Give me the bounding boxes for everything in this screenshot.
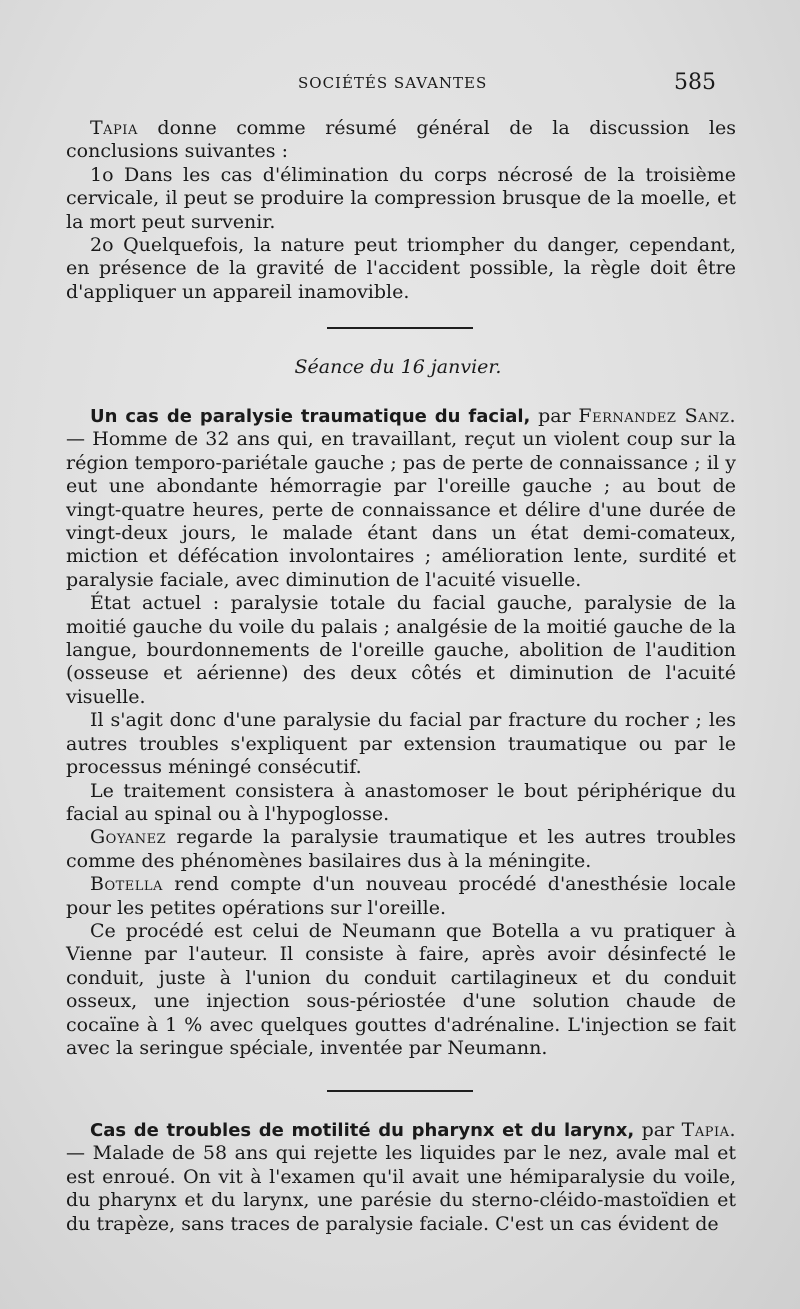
session-title-text: Séance du 16 janvier. — [294, 356, 502, 378]
author-name: Goyanez — [90, 826, 167, 849]
paragraph — [66, 1119, 736, 1236]
section-tapia-conclusions — [66, 117, 736, 304]
running-title: SOCIÉTÉS SAVANTES — [298, 74, 488, 92]
author-name: Fernandez Sanz. — [578, 405, 737, 427]
paragraph: 2o Quelquefois, la nature peut triompher du danger, cependant, en présence de la gravité de l'accident possible, la règle doit être d'appliquer un appareil inamovible. — [66, 234, 736, 303]
article-heading: Un cas de paralysie traumatique du facial, — [90, 406, 531, 427]
paragraph: 1o Dans les cas d'élimination du corps nécrosé de la troisième cervicale, il peut se produire la compression brusque de la moelle, et la mort peut survenir. — [66, 163, 736, 233]
by-text: par — [634, 1119, 682, 1141]
paragraph: Il s'agit donc d'une paralysie du facial par fracture du rocher ; les autres troubles s'expliquent par extension traumatique ou par le processus méningé consécutif. — [66, 709, 736, 779]
article-heading: Cas de troubles de motilité du pharynx et du larynx, — [90, 1120, 635, 1141]
section-divider — [327, 1090, 473, 1092]
by-text: par — [530, 405, 579, 427]
page-header — [0, 70, 800, 100]
paragraph: État actuel : paralysie totale du facial gauche, paralysie de la moitié gauche du voile du palais ; analgésie de la moitié gauche de la langue, bourdonnements de l'oreille gauche, abolition de l'audition (osseuse et aérienne) des deux côtés et diminution de l'acuité visuelle. — [66, 592, 736, 708]
paragraph — [66, 826, 736, 873]
paragraph-text: regarde la paralysie traumatique et les autres troubles comme des phénomènes basilaires dus à la méningite. — [66, 826, 736, 872]
author-name: Tapia — [90, 117, 138, 139]
paragraph — [66, 405, 736, 592]
paragraph-text: donne comme résumé général de la discussion les conclusions suivantes : — [66, 117, 736, 163]
paragraph: Le traitement consistera à anastomoser le bout périphérique du facial au spinal ou à l'hypoglosse. — [66, 779, 736, 825]
paragraph-text: — Malade de 58 ans qui rejette les liquides par le nez, avale mal et est enroué. On vit à l'examen qu'il avait une hémiparalysie du voile, du pharynx et du larynx, une parésie du sterno-cléido-mastoïdien et du trapèze, sans traces de paralysie faciale. C'est un cas évident de — [66, 1142, 736, 1235]
section-divider — [327, 327, 473, 329]
author-name: Botella — [90, 873, 163, 896]
paragraph-text: — Homme de 32 ans qui, en travaillant, reçut un violent coup sur la région temporo-pariétale gauche ; pas de perte de connaissance ; il y eut une abondante hémorragie par l'oreille gauche ; au bout de vingt-quatre heures, perte de connaissance et délire d'une durée de vingt-deux jours, le malade étant dans un état demi-comateux, miction et défécation involontaires ; amélioration lente, surdité et paralysie faciale, avec diminution de l'acuité visuelle. — [66, 428, 736, 591]
paragraph-text: rend compte d'un nouveau procédé d'anesthésie locale pour les petites opérations sur l'oreille. — [66, 873, 736, 919]
session-title — [0, 356, 800, 378]
section-paralysie-facial — [66, 405, 736, 1060]
paragraph — [66, 873, 736, 920]
paragraph: Ce procédé est celui de Neumann que Botella a vu pratiquer à Vienne par l'auteur. Il consiste à faire, après avoir désinfecté le conduit, juste à l'union du conduit cartilagineux et du conduit osseux, une injection sous-périostée d'une solution chaude de cocaïne à 1 % avec quelques gouttes d'adrénaline. L'injection se fait avec la seringue spéciale, inventée par Neumann. — [66, 919, 736, 1059]
page-number: 585 — [674, 70, 716, 95]
author-name: Tapia. — [681, 1119, 737, 1141]
paragraph — [66, 117, 736, 164]
section-troubles-pharynx — [66, 1119, 736, 1236]
